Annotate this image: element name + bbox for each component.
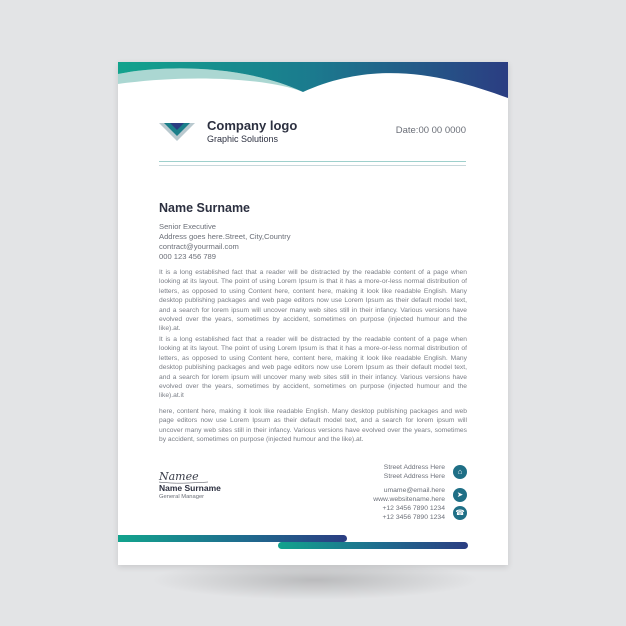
contact-phone	[297, 504, 467, 526]
header-divider	[159, 161, 466, 162]
recipient-phone: 000 123 456 789	[159, 252, 217, 261]
phone-number-2: +12 3456 7890 1234	[382, 514, 445, 521]
header-wave-decoration	[118, 62, 508, 102]
page-shadow	[150, 560, 480, 600]
recipient-address: Address goes here.Street, City,Country	[159, 232, 291, 241]
address-line-1: Street Address Here	[383, 464, 445, 471]
company-name: Company logo	[207, 118, 298, 133]
header-divider-secondary	[159, 165, 466, 166]
address-line-2: Street Address Here	[383, 473, 445, 480]
letterhead-page	[118, 62, 508, 565]
footer-bar-decoration	[118, 535, 347, 542]
email-address[interactable]: umame@email.here	[383, 487, 445, 494]
signer-name: Name Surname	[159, 483, 221, 493]
recipient-email: contract@yourmail.com	[159, 242, 239, 251]
contact-address	[297, 463, 467, 485]
footer-bar-decoration-secondary	[278, 542, 468, 549]
company-tagline: Graphic Solutions	[207, 134, 279, 144]
signer-title: General Manager	[159, 494, 205, 500]
date-label: Date:00 00 0000	[395, 125, 466, 136]
body-paragraph-3: here, content here, making it look like readable English. Many desktop publishing packages and web page editors now use Lorem Ipsum as their default model text, and a search for lorem ipsum will uncover many web sites still in their infancy. Various versions have evolved over the years, sometimes by accident, sometimes on purpose (injected humour and the like).at.	[159, 408, 467, 444]
logo-triangle-icon	[159, 120, 195, 144]
recipient-name: Name Surname	[159, 201, 251, 215]
contact-email-text	[373, 486, 445, 504]
contact-address-text	[384, 463, 445, 481]
send-icon: ➤	[453, 488, 467, 502]
phone-icon: ☎	[453, 506, 467, 520]
recipient-title: Senior Executive	[159, 222, 216, 231]
contact-phone-text	[382, 504, 445, 522]
body-paragraph-1: It is a long established fact that a reader will be distracted by the readable content of a page when looking at its layout. The point of using Lorem Ipsum is that it has a more-or-less normal distribution of letters, as opposed to using Content here, content here, making it look like readable English. Many desktop publishing packages and web page editors now use Lorem Ipsum as their default model text, and a search for lorem ipsum will uncover many web sites still in their infancy. Various versions have evolved over the years, sometimes by accident, sometimes on purpose (injected humour and the like).at.	[159, 269, 467, 333]
body-paragraph-2: It is a long established fact that a reader will be distracted by the readable content of a page when looking at its layout. The point of using Lorem Ipsum is that it has a more-or-less normal distribution of letters, as opposed to using Content here, content here, making it look like readable English. Many desktop publishing packages and web page editors now use Lorem Ipsum as their default model text, and a search for lorem ipsum will uncover many web sites still in their infancy. Various versions have evolved over the years, sometimes by accident, sometimes on purpose (injected humour and the like).at.it	[159, 336, 467, 400]
svg-text:Namee: Namee	[159, 470, 199, 483]
phone-number-1: +12 3456 7890 1234	[382, 505, 445, 512]
website-address[interactable]: www.websitename.here	[373, 496, 445, 503]
home-icon: ⌂	[453, 465, 467, 479]
